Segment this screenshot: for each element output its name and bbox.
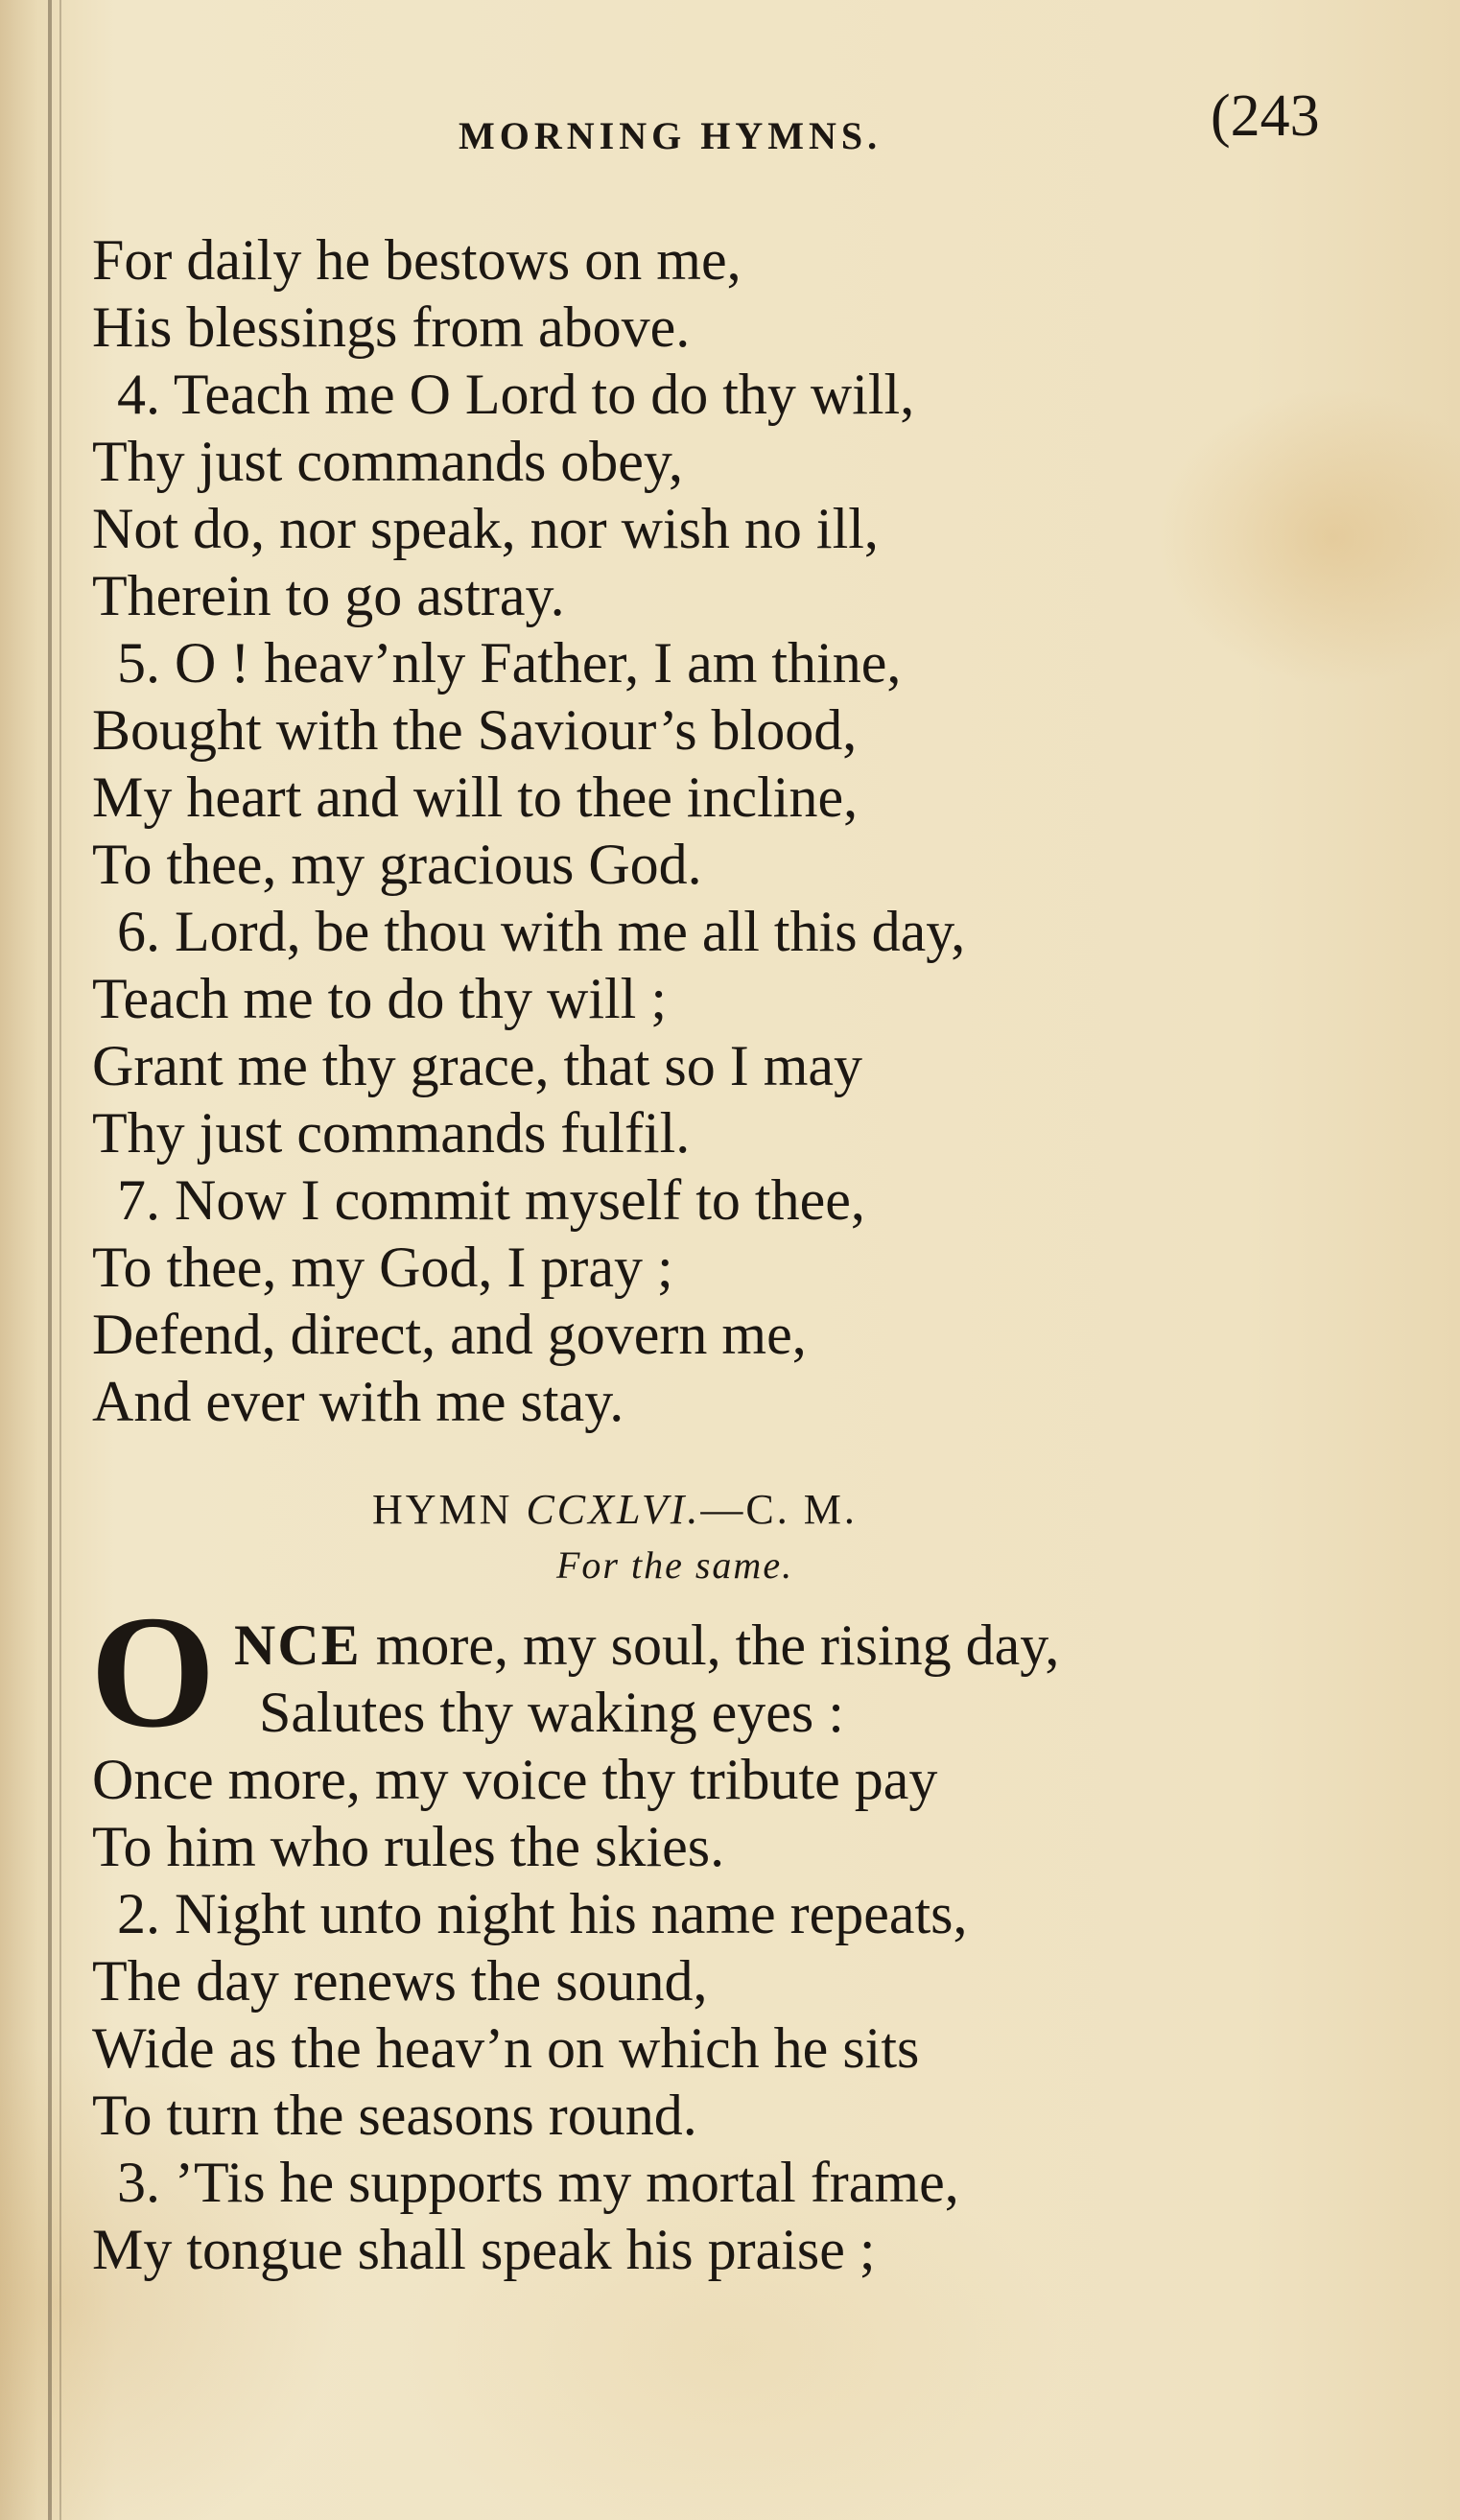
verse-line: To turn the seasons round. (92, 2084, 697, 2147)
hymn-subtitle: For the same. (556, 1543, 794, 1587)
verse-line: Therein to go astray. (92, 564, 565, 627)
verse-line: To him who rules the skies. (92, 1815, 725, 1878)
verse-line: To thee, my God, I pray ; (92, 1236, 673, 1299)
verse-line: The day renews the sound, (92, 1949, 708, 2013)
verse-line: For daily he bestows on me, (92, 228, 742, 292)
verse-line: Thy just commands fulfil. (92, 1101, 691, 1165)
verse-line: Grant me thy grace, that so I may (92, 1034, 863, 1097)
hymn-meter: —C. M. (700, 1486, 858, 1533)
binding-gutter (48, 0, 52, 2520)
running-head: MORNING HYMNS. (459, 114, 883, 157)
binding-gutter-line (59, 0, 61, 2520)
page-number: (243 (1211, 83, 1320, 149)
verse-line: Teach me to do thy will ; (92, 967, 668, 1030)
verse-line: Bought with the Saviour’s blood, (92, 698, 858, 762)
verse-line: My heart and will to thee incline, (92, 765, 859, 829)
verse-line: To thee, my gracious God. (92, 833, 702, 896)
verse-line: His blessings from above. (92, 295, 691, 359)
verse-line: 2. Night unto night his name repeats, (117, 1882, 968, 1945)
verse-line: 7. Now I commit myself to thee, (117, 1168, 865, 1232)
verse-line: Defend, direct, and govern me, (92, 1303, 807, 1366)
hymn-number: CCXLVI. (526, 1486, 701, 1533)
hymn-label: HYMN (372, 1486, 513, 1533)
verse-line: 6. Lord, be thou with me all this day, (117, 900, 966, 963)
verse-line: Wide as the heav’n on which he sits (92, 2016, 920, 2080)
hymn-first-line (234, 1612, 1059, 1679)
drop-cap: O (90, 1583, 216, 1761)
verse-line: 3. ’Tis he supports my mortal frame, (117, 2151, 959, 2214)
verse-line: 5. O ! heav’nly Father, I am thine, (117, 631, 902, 695)
verse-line: My tongue shall speak his praise ; (92, 2218, 876, 2281)
hymn-second-line: Salutes thy waking eyes : (259, 1681, 844, 1744)
first-line-caps: NCE (234, 1613, 362, 1677)
verse-line: And ever with me stay. (92, 1370, 624, 1433)
verse-line: Thy just commands obey, (92, 430, 684, 493)
first-line-rest: more, my soul, the rising day, (361, 1613, 1060, 1677)
verse-line: 4. Teach me O Lord to do thy will, (117, 363, 915, 426)
verse-line: Once more, my voice thy tribute pay (92, 1748, 938, 1811)
verse-line: Not do, nor speak, nor wish no ill, (92, 497, 879, 560)
hymn-title (372, 1485, 858, 1534)
